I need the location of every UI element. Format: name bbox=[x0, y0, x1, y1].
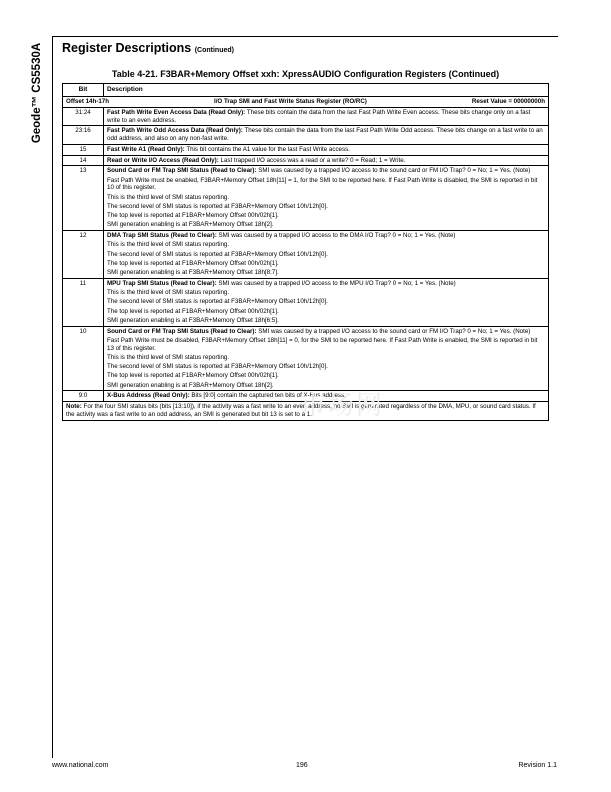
description-cell bbox=[104, 107, 549, 126]
description-line bbox=[107, 241, 545, 249]
field-title: Fast Path Write Odd Access Data (Read Only): bbox=[107, 127, 243, 135]
bit-cell: 9:0 bbox=[63, 391, 104, 402]
table-row bbox=[63, 155, 549, 166]
description-line bbox=[107, 157, 545, 165]
description-line bbox=[107, 260, 545, 268]
document-brand-label bbox=[30, 41, 44, 145]
table-header-row bbox=[63, 84, 549, 97]
description-line bbox=[107, 372, 545, 380]
description-line bbox=[107, 308, 545, 316]
column-header-bit: Bit bbox=[63, 84, 104, 97]
description-line bbox=[107, 269, 545, 277]
description-cell bbox=[104, 126, 549, 145]
description-line bbox=[107, 251, 545, 259]
description-text: This is the third level of SMI status reporting. bbox=[107, 289, 230, 297]
bit-cell: 14 bbox=[63, 155, 104, 166]
description-cell bbox=[104, 155, 549, 166]
description-text: The second level of SMI status is reported at F3BAR+Memory Offset 10h/12h[0]. bbox=[107, 250, 328, 258]
table-row bbox=[63, 231, 549, 279]
bit-cell: 15 bbox=[63, 144, 104, 155]
description-cell bbox=[104, 231, 549, 279]
description-text: SMI was caused by a trapped I/O access to the sound card or FM I/O Trap? 0 = No; 1 = Yes. (Note) bbox=[258, 167, 531, 175]
table-row bbox=[63, 107, 549, 126]
column-header-description: Description bbox=[104, 84, 549, 97]
description-text: Last trapped I/O access was a read or a write? 0 = Read; 1 = Write. bbox=[220, 156, 406, 164]
description-line bbox=[107, 109, 545, 125]
description-text: These bits contain the data from the last Fast Path Write Odd access. These bits change on a fast write to an odd address, and also on any non-fast write. bbox=[107, 127, 543, 143]
footer-page-number: 196 bbox=[296, 762, 308, 769]
description-text: This is the third level of SMI status reporting. bbox=[107, 241, 230, 249]
description-text: SMI generation enabling is at F3BAR+Memory Offset 18h[6:5]. bbox=[107, 316, 279, 324]
description-text: SMI was caused by a trapped I/O access to the DMA I/O Trap? 0 = No; 1 = Yes. (Note) bbox=[218, 232, 456, 240]
table-row bbox=[63, 126, 549, 145]
watermark: 市场网 bbox=[300, 391, 385, 421]
description-text: The top level is reported at F1BAR+Memory Offset 00h/02h[1]. bbox=[107, 307, 279, 315]
description-text: The top level is reported at F1BAR+Memory Offset 00h/02h[1]. bbox=[107, 212, 279, 220]
description-text: The top level is reported at F1BAR+Memory Offset 00h/02h[1]. bbox=[107, 259, 279, 267]
table-row bbox=[63, 144, 549, 155]
description-line bbox=[107, 354, 545, 362]
field-title: MPU Trap SMI Status (Read to Clear): bbox=[107, 279, 217, 287]
description-line bbox=[107, 127, 545, 143]
bit-cell: 23:16 bbox=[63, 126, 104, 145]
field-title: Fast Write A1 (Read Only): bbox=[107, 145, 185, 153]
description-text: The second level of SMI status is reported at F3BAR+Memory Offset 10h/12h[0]. bbox=[107, 298, 328, 306]
field-title: DMA Trap SMI Status (Read to Clear): bbox=[107, 232, 217, 240]
description-line bbox=[107, 146, 545, 154]
description-cell bbox=[104, 278, 549, 326]
description-text: This bit contains the A1 value for the last Fast Write access. bbox=[186, 145, 350, 153]
register-table bbox=[62, 83, 549, 421]
description-text: These bits contain the data from the last Fast Path Write Even access. These bits change only on a fast write to an even address. bbox=[107, 108, 531, 124]
description-text: SMI was caused by a trapped I/O access to the MPU I/O Trap? 0 = No; 1 = Yes. (Note) bbox=[218, 279, 456, 287]
description-line bbox=[107, 194, 545, 202]
bit-cell: 11 bbox=[63, 278, 104, 326]
page-title-suffix: (Continued) bbox=[194, 47, 234, 54]
bit-cell: 13 bbox=[63, 166, 104, 231]
description-text: The top level is reported at F1BAR+Memory Offset 00h/02h[1]. bbox=[107, 372, 279, 380]
field-title: Sound Card or FM Trap SMI Status (Read to Clear): bbox=[107, 167, 257, 175]
description-cell bbox=[104, 144, 549, 155]
description-line bbox=[107, 167, 545, 175]
footer-website: www.national.com bbox=[52, 762, 109, 769]
bit-cell: 31:24 bbox=[63, 107, 104, 126]
table-row bbox=[63, 278, 549, 326]
register-offset: Offset 14h-17h bbox=[66, 98, 109, 106]
description-cell bbox=[104, 166, 549, 231]
field-title: Sound Card or FM Trap SMI Status (Read to Clear): bbox=[107, 327, 257, 335]
description-line bbox=[107, 221, 545, 229]
table-caption: Table 4-21. F3BAR+Memory Offset xxh: XpressAUDIO Configuration Registers (Continued) bbox=[111, 69, 500, 79]
description-text: This is the third level of SMI status reporting. bbox=[107, 353, 230, 361]
bit-cell: 10 bbox=[63, 326, 104, 391]
register-name: I/O Trap SMI and Fast Write Status Register (RO/RC) bbox=[213, 98, 367, 106]
description-text: SMI generation enabling is at F3BAR+Memory Offset 18h[2]. bbox=[107, 221, 274, 229]
description-cell bbox=[104, 326, 549, 391]
note-label: Note: bbox=[66, 403, 82, 411]
description-line bbox=[107, 289, 545, 297]
note-text: For the four SMI status bits (bits [13:10]), if the activity was a fast write to an even address, no SMI is generated regardless of the DMA, MPU, or sound card status. If the activity was a fast write to an odd address, an SMI is generated but bit 13 is set to a 1. bbox=[66, 403, 536, 418]
brand-text: Geode™ CS5530A bbox=[31, 42, 43, 144]
description-line bbox=[107, 363, 545, 371]
description-text: SMI generation enabling is at F3BAR+Memory Offset 18h[8:7]. bbox=[107, 269, 279, 277]
description-line bbox=[107, 203, 545, 211]
description-line bbox=[107, 337, 545, 353]
page-title bbox=[62, 41, 234, 55]
bit-cell: 12 bbox=[63, 231, 104, 279]
field-title: Read or Write I/O Access (Read Only): bbox=[107, 156, 219, 164]
field-title: X-Bus Address (Read Only): bbox=[107, 392, 190, 400]
description-line bbox=[107, 317, 545, 325]
register-band bbox=[63, 97, 549, 108]
page-title-text: Register Descriptions bbox=[62, 41, 192, 55]
description-text: Fast Path Write must be enabled, F3BAR+Memory Offset 18h[11] = 1, for the SMI to be reported here. If Fast Path Write is disabled, the SMI is reported in bit 10 of this register. bbox=[107, 176, 538, 192]
description-line bbox=[107, 177, 545, 193]
description-line bbox=[107, 298, 545, 306]
description-text: This is the third level of SMI status reporting. bbox=[107, 193, 230, 201]
register-reset-value: Reset Value = 00000000h bbox=[471, 98, 545, 106]
table-row bbox=[63, 166, 549, 231]
register-band-row bbox=[63, 97, 549, 108]
description-text: SMI generation enabling is at F3BAR+Memory Offset 18h[2]. bbox=[107, 381, 274, 389]
description-line bbox=[107, 232, 545, 240]
field-title: Fast Path Write Even Access Data (Read Only): bbox=[107, 108, 246, 116]
description-text: The second level of SMI status is reported at F3BAR+Memory Offset 10h/12h[0]. bbox=[107, 363, 328, 371]
description-line bbox=[107, 328, 545, 336]
description-text: Bits [9:0] contain the captured ten bits of X-Bus address. bbox=[191, 392, 346, 400]
description-text: SMI was caused by a trapped I/O access to the sound card or FM I/O Trap? 0 = No; 1 = Yes. (Note) bbox=[258, 327, 531, 335]
table-row bbox=[63, 326, 549, 391]
description-text: Fast Path Write must be disabled, F3BAR+Memory Offset 18h[11] = 0, for the SMI to be reported here. If Fast Path Write is enabled, the SMI is reported in bit 13 of this register. bbox=[107, 336, 538, 352]
footer-revision: Revision 1.1 bbox=[518, 762, 557, 769]
description-text: The second level of SMI status is reported at F3BAR+Memory Offset 10h/12h[0]. bbox=[107, 202, 328, 210]
description-line bbox=[107, 212, 545, 220]
description-line bbox=[107, 280, 545, 288]
